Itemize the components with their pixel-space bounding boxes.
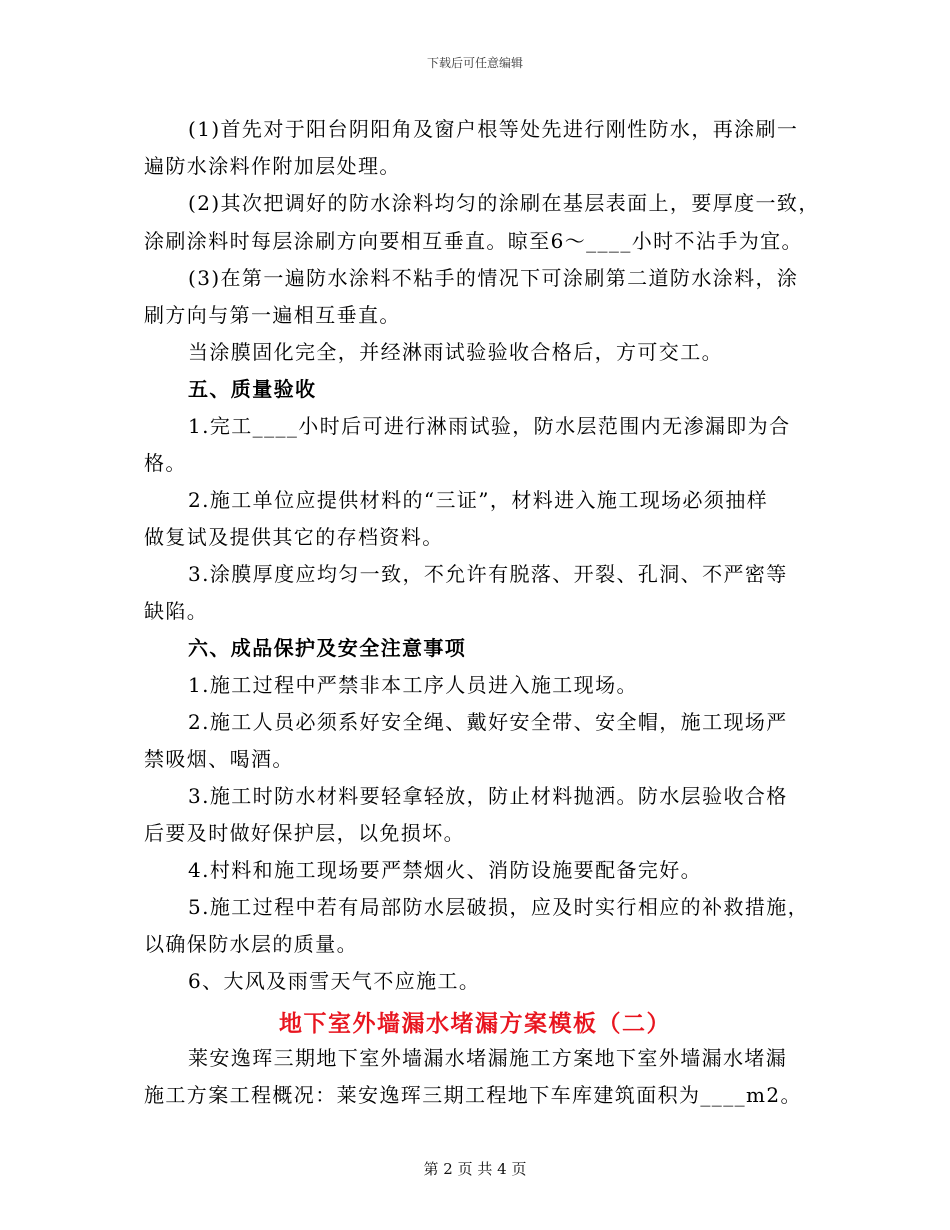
paragraph-line: 后要及时做好保护层，以免损坏。 (144, 821, 465, 845)
paragraph-line: 4.村料和施工现场要严禁烟火、消防设施要配备完好。 (188, 858, 703, 882)
paragraph-line: 1.施工过程中严禁非本工序人员进入施工现场。 (188, 673, 638, 697)
paragraph-line: 3.涂膜厚度应均匀一致，不允许有脱落、开裂、孔洞、不严密等 (188, 562, 788, 586)
paragraph-line: 2.施工人员必须系好安全绳、戴好安全带、安全帽，施工现场严 (188, 710, 788, 734)
paragraph-line: 做复试及提供其它的存档资料。 (144, 525, 444, 549)
paragraph-line: 施工方案工程概况：莱安逸珲三期工程地下车库建筑面积为____m2。 (144, 1083, 802, 1107)
paragraph-line: 当涂膜固化完全，并经淋雨试验验收合格后，方可交工。 (188, 340, 723, 364)
paragraph-line: 2.施工单位应提供材料的“三证”，材料进入施工现场必须抽样 (188, 488, 769, 512)
section-heading-5: 五、质量验收 (188, 377, 317, 401)
section-title: 地下室外墙漏水堵漏方案模板（二） (279, 1011, 671, 1037)
paragraph-line: 以确保防水层的质量。 (144, 932, 358, 956)
paragraph-line: (1)首先对于阳台阴阳角及窗户根等处先进行刚性防水，再涂刷一 (188, 117, 799, 141)
paragraph-line: 3.施工时防水材料要轻拿轻放，防止材料抛洒。防水层验收合格 (188, 784, 788, 808)
paragraph-line: 遍防水涂料作附加层处理。 (144, 154, 401, 178)
paragraph-line: 1.完工____小时后可进行淋雨试验，防水层范围内无渗漏即为合 (188, 414, 791, 438)
paragraph-line: 刷方向与第一遍相互垂直。 (144, 303, 401, 327)
paragraph-line: 格。 (144, 451, 187, 475)
paragraph-line: 涂刷涂料时每层涂刷方向要相互垂直。晾至6～____小时不沾手为宜。 (144, 229, 803, 253)
paragraph-line: 莱安逸珲三期地下室外墙漏水堵漏施工方案地下室外墙漏水堵漏 (188, 1046, 788, 1070)
page-header: 下载后可任意编辑 (426, 56, 523, 70)
paragraph-line: 6、大风及雨雪天气不应施工。 (188, 969, 481, 993)
page-footer: 第 2 页 共 4 页 (423, 1160, 527, 1178)
paragraph-line: 5.施工过程中若有局部防水层破损，应及时实行相应的补救措施， (188, 895, 810, 919)
paragraph-line: 禁吸烟、喝酒。 (144, 747, 294, 771)
paragraph-line: (3)在第一遍防水涂料不粘手的情况下可涂刷第二道防水涂料，涂 (188, 266, 799, 290)
section-heading-6: 六、成品保护及安全注意事项 (188, 636, 467, 660)
paragraph-line: (2)其次把调好的防水涂料均匀的涂刷在基层表面上，要厚度一致， (188, 191, 820, 215)
paragraph-line: 缺陷。 (144, 599, 209, 623)
